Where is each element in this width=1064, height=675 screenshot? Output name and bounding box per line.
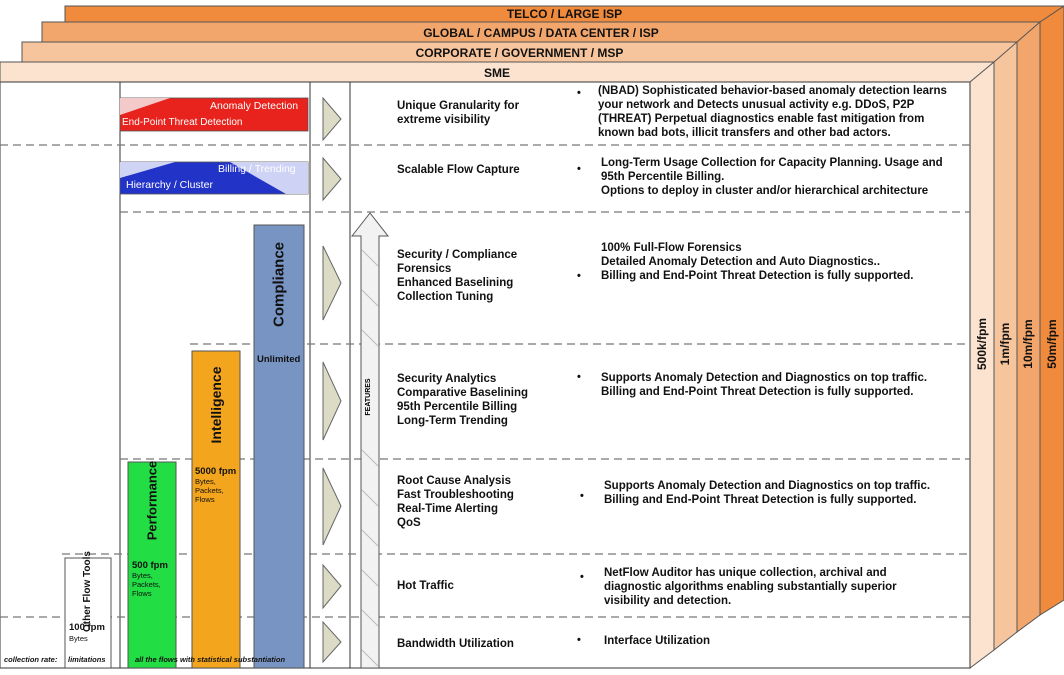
description-row-0-line-2: (THREAT) Perpetual diagnostics enable fast mitigation from xyxy=(598,113,925,125)
bar-sub-performance-0: Bytes, xyxy=(132,571,153,580)
feature-title-row-0-line-0: Unique Granularity for xyxy=(397,100,520,112)
description-row-0-line-1: your network and Detects unusual activity e.g. DDoS, P2P xyxy=(598,99,915,111)
description-row-1 xyxy=(601,156,943,198)
rate-label-corporate: 1m/fpm xyxy=(998,322,1012,366)
bar-sub-other-0: Bytes xyxy=(69,634,88,643)
tier-label-sme: SME xyxy=(483,66,510,80)
description-row-1-line-2: Options to deploy in cluster and/or hierarchical architecture xyxy=(601,185,929,197)
feature-title-row-4-line-0: Root Cause Analysis xyxy=(397,475,511,487)
feature-title-row-3-line-0: Security Analytics xyxy=(397,373,497,385)
tier-label-telco: TELCO / LARGE ISP xyxy=(506,7,623,21)
feature-title-row-5 xyxy=(397,579,562,593)
description-row-2-line-2: Billing and End-Point Threat Detection is fully supported. xyxy=(601,270,914,282)
bar-sub-intelligence-0: Bytes, xyxy=(195,477,216,486)
feature-title-row-4 xyxy=(397,474,562,530)
bar-title-performance: Performance xyxy=(144,460,160,541)
feature-title-row-3-line-1: Comparative Baselining xyxy=(397,387,529,399)
bar-sub-intelligence-1: Packets, xyxy=(195,486,224,495)
rate-label-sme: 500k/fpm xyxy=(975,317,989,371)
bar-title-intelligence: Intelligence xyxy=(208,366,224,444)
feature-title-row-2 xyxy=(397,248,562,304)
description-row-5-line-2: visibility and detection. xyxy=(604,595,732,607)
bar-title-other-flow-tools-text: Other Flow Tools xyxy=(82,551,93,632)
bar-rate-compliance: Unlimited xyxy=(257,354,301,365)
bar-sub-performance xyxy=(132,571,161,598)
feature-title-row-2-line-2: Enhanced Baselining xyxy=(397,277,514,289)
bullet-row-2: • xyxy=(577,270,581,282)
description-row-5-line-1: diagnostic algorithms enabling substantially superior xyxy=(604,581,897,593)
endpoint-threat-label: End-Point Threat Detection xyxy=(122,117,243,128)
anomaly-detection-label: Anomaly Detection xyxy=(210,100,299,112)
bar-sub-other xyxy=(69,634,88,643)
bullet-row-4: • xyxy=(580,490,584,502)
description-row-0-line-0: (NBAD) Sophisticated behavior-based anomaly detection learns xyxy=(598,85,947,97)
bar-sub-performance-1: Packets, xyxy=(132,580,161,589)
feature-title-row-3-line-3: Long-Term Trending xyxy=(397,415,508,427)
description-row-1-line-1: 95th Percentile Billing. xyxy=(601,171,725,183)
feature-title-row-3 xyxy=(397,372,562,428)
feature-title-row-3-line-2: 95th Percentile Billing xyxy=(397,401,518,413)
rate-label-global: 10m/fpm xyxy=(1021,319,1035,369)
bar-rate-other: 100 fpm xyxy=(69,622,105,633)
feature-title-row-0-line-1: extreme visibility xyxy=(397,114,491,126)
description-row-2-line-1: Detailed Anomaly Detection and Auto Diagnostics.. xyxy=(601,256,881,268)
bullet-row-6: • xyxy=(577,634,581,646)
description-row-6-line-0: Interface Utilization xyxy=(604,635,711,647)
feature-title-row-6-line-0: Bandwidth Utilization xyxy=(397,638,514,650)
features-arrow-label: FEATURES xyxy=(365,378,372,416)
description-row-5 xyxy=(604,566,897,608)
feature-title-row-2-line-1: Forensics xyxy=(397,263,452,275)
feature-title-row-2-line-3: Collection Tuning xyxy=(397,291,494,303)
bar-sub-performance-2: Flows xyxy=(132,589,152,598)
description-row-3 xyxy=(601,371,927,399)
bullet-row-0: • xyxy=(577,87,581,99)
bullet-row-3: • xyxy=(577,371,581,383)
rate-label-telco: 50m/fpm xyxy=(1045,319,1059,369)
bar-title-compliance: Compliance xyxy=(270,241,288,328)
collection-rate-note: collection rate: xyxy=(4,655,58,664)
feature-title-row-1-line-0: Scalable Flow Capture xyxy=(397,164,520,176)
bar-sub-intelligence xyxy=(195,477,224,504)
feature-title-row-0 xyxy=(397,99,562,127)
feature-title-row-1 xyxy=(397,163,562,177)
description-row-4 xyxy=(604,479,930,507)
bullet-row-5: • xyxy=(580,571,584,583)
bullet-row-1: • xyxy=(577,163,581,175)
description-row-4-line-1: Billing and End-Point Threat Detection is fully supported. xyxy=(604,494,917,506)
description-row-1-line-0: Long-Term Usage Collection for Capacity Planning. Usage and xyxy=(601,157,943,169)
feature-title-row-4-line-3: QoS xyxy=(397,517,421,529)
hierarchy-cluster-label: Hierarchy / Cluster xyxy=(126,179,213,191)
limitations-note: limitations xyxy=(68,655,106,664)
feature-title-row-2-line-0: Security / Compliance xyxy=(397,249,518,261)
tier-label-corporate: CORPORATE / GOVERNMENT / MSP xyxy=(415,46,624,60)
tier-label-global: GLOBAL / CAMPUS / DATA CENTER / ISP xyxy=(423,26,659,40)
description-row-0-line-3: known bad bots, illicit transfers and other bad actors. xyxy=(598,127,891,139)
bar-sub-intelligence-2: Flows xyxy=(195,495,215,504)
description-row-2 xyxy=(601,241,913,283)
statistical-note: all the flows with statistical substantiation xyxy=(135,655,286,664)
description-row-4-line-0: Supports Anomaly Detection and Diagnostics on top traffic. xyxy=(604,480,931,492)
bar-rate-performance: 500 fpm xyxy=(132,560,168,571)
description-row-0 xyxy=(598,84,947,140)
bar-title-other-flow-tools xyxy=(82,552,94,632)
description-row-3-line-1: Billing and End-Point Threat Detection is fully supported. xyxy=(601,386,914,398)
bar-rate-intelligence: 5000 fpm xyxy=(195,466,237,477)
description-row-6 xyxy=(604,634,710,648)
feature-title-row-6 xyxy=(397,637,562,651)
description-row-3-line-0: Supports Anomaly Detection and Diagnostics on top traffic. xyxy=(601,372,928,384)
billing-trending-label: Billing / Trending xyxy=(218,163,296,175)
feature-title-row-4-line-2: Real-Time Alerting xyxy=(397,503,498,515)
feature-title-row-5-line-0: Hot Traffic xyxy=(397,580,454,592)
feature-title-row-4-line-1: Fast Troubleshooting xyxy=(397,489,514,501)
description-row-2-line-0: 100% Full-Flow Forensics xyxy=(601,242,742,254)
description-row-5-line-0: NetFlow Auditor has unique collection, archival and xyxy=(604,567,887,579)
